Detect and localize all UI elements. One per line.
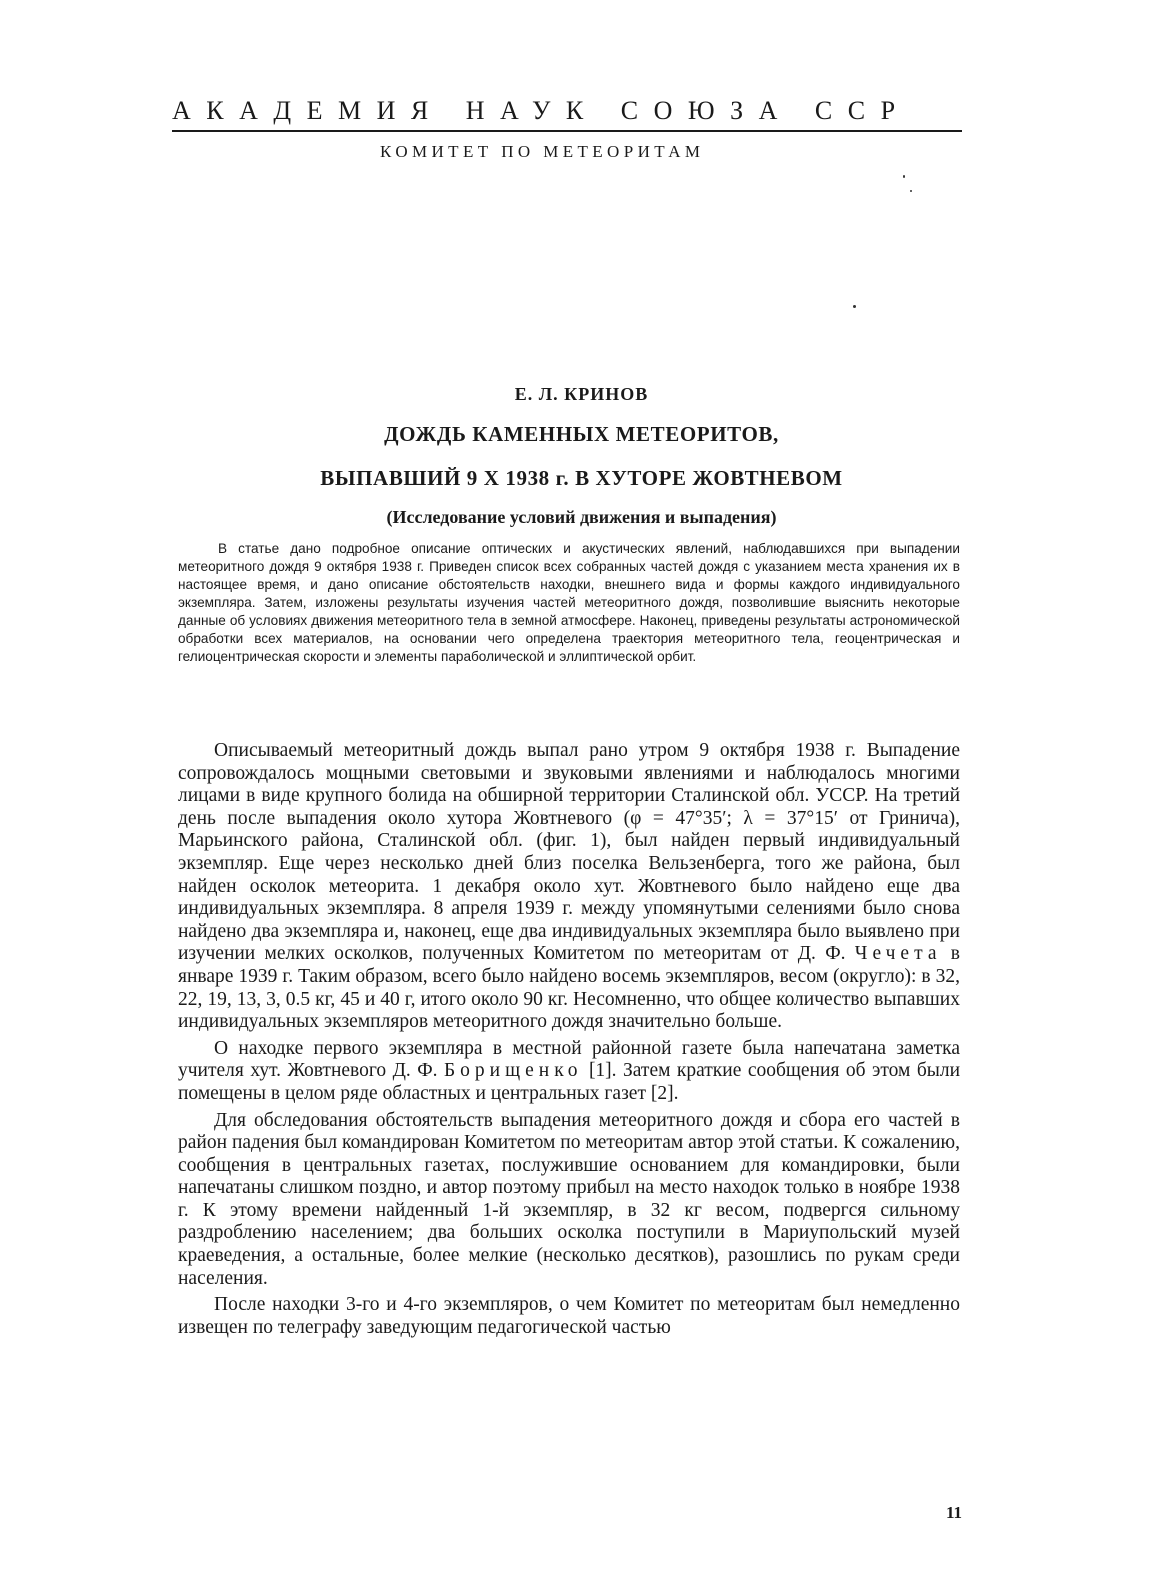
header-rule — [172, 130, 962, 132]
paragraph-2-text-a: О находке первого экземпляра в местной районной газете была напечатана заметка учителя хут. Жовтневого Д. Ф. — [178, 1037, 960, 1082]
body-paragraph-2 — [178, 1038, 960, 1106]
page-number: 11 — [946, 1503, 963, 1522]
scan-speck — [910, 190, 912, 192]
body-paragraph-1 — [178, 740, 960, 1034]
academy-title: АКАДЕМИЯ НАУК СОЮЗА ССР — [172, 96, 911, 125]
paragraph-1-text-a: Описываемый метеоритный дождь выпал рано утром 9 октября 1938 г. Выпадение сопровождалось мощными световыми и звуковыми явлениями и наблюдалось многими лицами в виде крупного болида на обширной территории Сталинской обл. УССР. На третий день после выпадения около хутора Жовтневого (φ = 47°35′; λ = 37°15′ от Гринича), Марьинского района, Сталинской обл. (фиг. 1), был найден первый индивидуальный экземпляр. Еще через несколько дней близ поселка Вельзенберга, того же района, был найден осколок метеорита. 1 декабря около хут. Жовтневого было найдено еще два индивидуальных экземпляра. 8 апреля 1939 г. между упомянутыми селениями было снова найдено два экземпляра и, наконец, еще два индивидуальных экземпляра было выявлено при изучении мелких осколков, полученных Комитетом по метеоритам от Д. Ф. — [178, 740, 960, 965]
scan-speck — [903, 175, 905, 178]
committee-title: КОМИТЕТ ПО МЕТЕОРИТАМ — [380, 142, 705, 161]
body-paragraph-4: После находки 3-го и 4-го экземпляров, о чем Комитет по метеоритам был немедленно извещен по телеграфу заведующим педагогической частью — [178, 1294, 960, 1338]
paragraph-1-text-b: в январе 1939 г. Таким образом, всего было найдено восемь экземпляров, весом (округло): в 32, 22, 19, 13, 3, 0.5 кг, 45 и 40 г, итого около 90 кг. Несомненно, что общее количество выпавших индивидуальных экземпляров метеоритного дождя значительно больше. — [178, 943, 961, 1033]
article-author: Е. Л. КРИНОВ — [514, 384, 649, 404]
article-title-line-1: ДОЖДЬ КАМЕННЫХ МЕТЕОРИТОВ, — [384, 422, 779, 446]
article-body — [178, 740, 960, 1343]
person-name-borishchenko: Борищенко — [443, 1060, 583, 1082]
article-abstract: В статье дано подробное описание оптических и акустических явлений, наблюдавшихся при выпадении метеоритного дождя 9 октября 1938 г. Приведен список всех собранных частей дождя с указанием места хранения их в настоящее время, и дано описание обстоятельств находки, внешнего вида и формы каждого индивидуального экземпляра. Затем, изложены результаты изучения частей метеоритного дождя, позволившие выяснить некоторые данные об условиях движения метеоритного тела в земной атмосфере. Наконец, приведены результаты астрономической обработки всех материалов, на основании чего определена траектория метеоритного тела, геоцентрическая и гелиоцентрическая скорости и элементы параболической и эллиптической орбит. — [178, 541, 960, 664]
article-title-line-2: ВЫПАВШИЙ 9 X 1938 г. В ХУТОРЕ ЖОВТНЕВОМ — [320, 466, 843, 490]
scan-speck — [853, 305, 856, 308]
paragraph-2-text-b: [1]. Затем краткие сообщения об этом были помещены в целом ряде областных и центральных газет [2]. — [178, 1060, 961, 1104]
person-name-chechet: Чечета — [854, 943, 942, 965]
article-subtitle: (Исследование условий движения и выпадения) — [386, 507, 777, 527]
journal-header — [172, 96, 962, 132]
body-paragraph-3: Для обследования обстоятельств выпадения метеоритного дождя и сбора его частей в район падения был командирован Комитетом по метеоритам автор этой статьи. К сожалению, сообщения в центральных газетах, послужившие основанием для командировки, были напечатаны слишком поздно, и автор поэтому прибыл на место находок только в ноябре 1938 г. К этому времени найденный 1-й экземпляр, в 32 кг весом, подвергся сильному раздроблению населением; два больших осколка поступили в Мариупольский музей краеведения, а остальные, более мелкие (несколько десятков), разошлись по рукам среди населения. — [178, 1109, 960, 1289]
